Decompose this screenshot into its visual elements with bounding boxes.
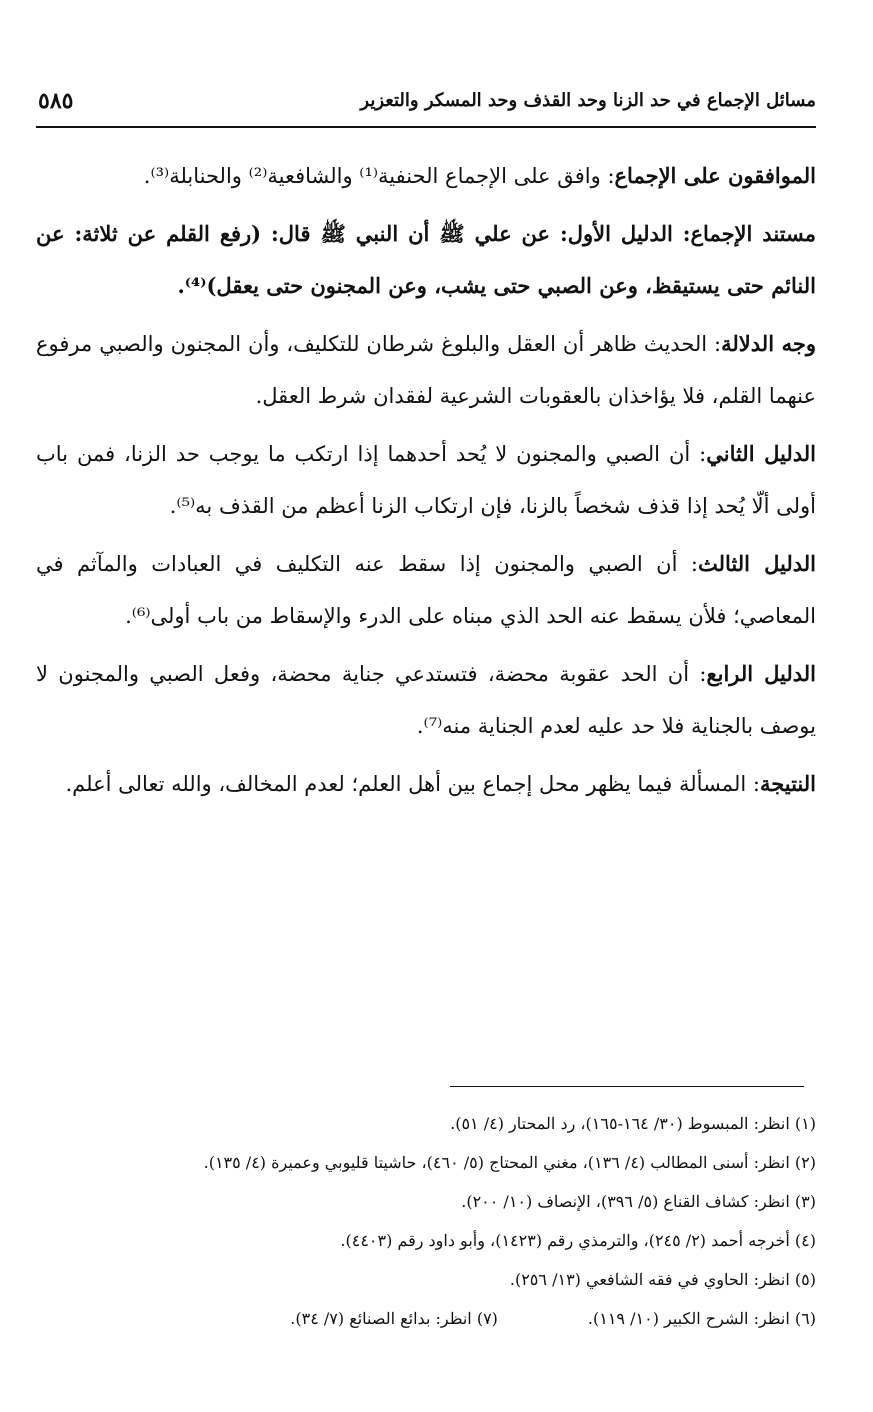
footnote-4: (٤) أخرجه أحمد (٢/ ٢٤٥)، والترمذي رقم (١٤٢٣)، وأبو داود رقم (٤٤٠٣). <box>340 1231 816 1250</box>
footnotes <box>36 1104 816 1338</box>
paragraph-lead: وجه الدلالة <box>721 331 816 356</box>
main-text <box>36 150 816 816</box>
paragraph-text: : المسألة فيما يظهر محل إجماع بين أهل العلم؛ لعدم المخالف، والله تعالى أعلم. <box>65 772 760 796</box>
running-title: مسائل الإجماع في حد الزنا وحد القذف وحد المسكر والتعزير <box>360 90 816 111</box>
paragraph-text: : عن علي ﷺ أن النبي ﷺ قال: (رفع القلم عن ثلاثة: عن النائم حتى يستيقظ، وعن الصبي حتى يشب، وعن المجنون حتى يعقل)⁽⁴⁾. <box>36 221 816 298</box>
paragraph-lead: الدليل الثاني <box>706 441 816 466</box>
paragraph-text: : أن الصبي والمجنون إذا سقط عنه التكليف في العبادات والمآثم في المعاصي؛ فلأن يسقط عنه الحد الذي مبناه على الدرء والإسقاط من باب أولى⁽⁶⁾. <box>36 552 816 628</box>
footnote-5: (٥) انظر: الحاوي في فقه الشافعي (١٣/ ٢٥٦). <box>509 1270 816 1289</box>
paragraph-result <box>36 758 816 810</box>
paragraph-text: : أن الصبي والمجنون لا يُحد أحدهما إذا ارتكب ما يوجب حد الزنا، فمن باب أولى ألّا يُحد إذا قذف شخصاً بالزنا، فإن ارتكاب الزنا أعظم من القذف به⁽⁵⁾. <box>36 442 816 518</box>
header-divider <box>36 126 816 128</box>
paragraph-lead: الموافقون على الإجماع <box>614 163 816 188</box>
footnote-row-6-7 <box>36 1299 816 1338</box>
paragraph-agreeing <box>36 150 816 202</box>
paragraph-text: : وافق على الإجماع الحنفية⁽¹⁾ والشافعية⁽²⁾ والحنابلة⁽³⁾. <box>143 164 615 188</box>
footnote-6: (٦) انظر: الشرح الكبير (١٠/ ١١٩). <box>587 1309 816 1328</box>
page-number: ٥٨٥ <box>38 88 74 114</box>
paragraph-text: : الحديث ظاهر أن العقل والبلوغ شرطان للتكليف، وأن المجنون والصبي مرفوع عنهما القلم، فلا يؤاخذان بالعقوبات الشرعية لفقدان شرط العقل. <box>36 332 816 408</box>
footnote-3: (٣) انظر: كشاف القناع (٥/ ٣٩٦)، الإنصاف (١٠/ ٢٠٠). <box>461 1192 816 1211</box>
paragraph-indication <box>36 318 816 422</box>
paragraph-lead: مستند الإجماع: الدليل الأول <box>567 221 816 246</box>
footnote-7: (٧) انظر: بدائع الصنائع (٧/ ٣٤). <box>290 1309 498 1328</box>
paragraph-lead: الدليل الثالث <box>697 551 816 576</box>
page-header <box>36 82 816 126</box>
paragraph-evidence-3 <box>36 538 816 642</box>
footnote-2: (٢) انظر: أسنى المطالب (٤/ ١٣٦)، مغني المحتاج (٥/ ٤٦٠)، حاشيتا قليوبي وعميرة (٤/ ١٣٥). <box>203 1153 816 1172</box>
footnote-divider <box>450 1086 804 1087</box>
paragraph-lead: الدليل الرابع <box>706 661 816 686</box>
paragraph-evidence-1 <box>36 208 816 312</box>
paragraph-evidence-2 <box>36 428 816 532</box>
paragraph-evidence-4 <box>36 648 816 752</box>
paragraph-text: : أن الحد عقوبة محضة، فتستدعي جناية محضة، وفعل الصبي والمجنون لا يوصف بالجناية فلا حد عليه لعدم الجناية منه⁽⁷⁾. <box>36 662 816 738</box>
footnote-1: (١) انظر: المبسوط (٣٠/ ١٦٤-١٦٥)، رد المحتار (٤/ ٥١). <box>450 1114 816 1133</box>
paragraph-lead: النتيجة <box>759 771 816 796</box>
